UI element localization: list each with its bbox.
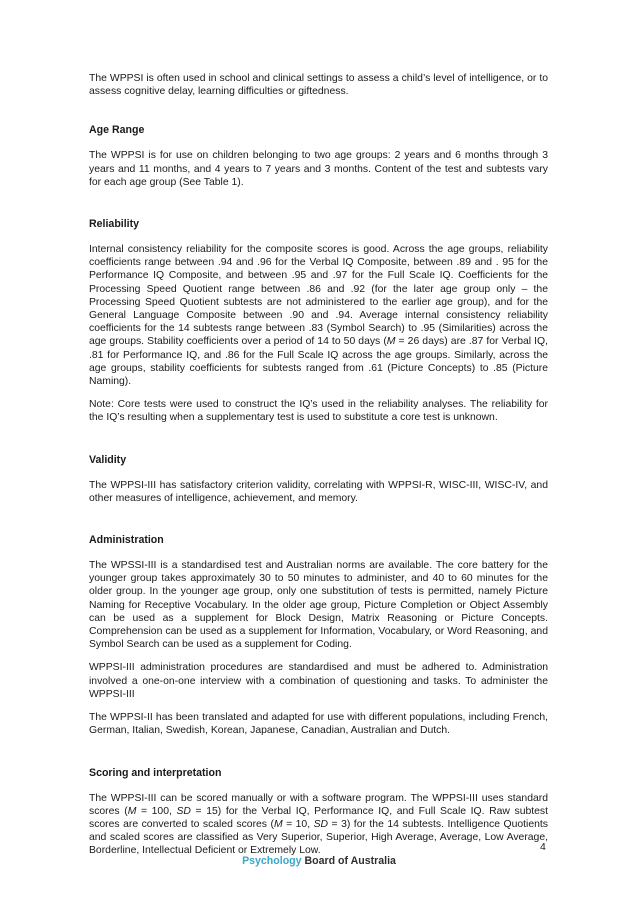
section-administration <box>89 534 548 737</box>
document-body <box>89 72 548 887</box>
reliability-text-b: = 26 days) are .87 for Verbal IQ, .81 for Performance IQ, and .86 for the Full Scale IQ across the age groups. Similarly, across the age groups, stability coefficients for subtests ranged from .61 (Picture Concepts) to .85 (Picture Naming). <box>89 336 548 388</box>
page-number: 4 <box>540 842 546 853</box>
footer-brand <box>0 855 638 867</box>
mean-symbol: M <box>273 818 283 830</box>
scoring-text-2: = 100, <box>136 805 177 817</box>
scoring-text-4: = 10, <box>282 818 314 830</box>
mean-symbol: M <box>386 336 396 348</box>
section-scoring <box>89 767 548 858</box>
section-reliability <box>89 218 548 425</box>
sd-symbol: SD <box>313 818 329 830</box>
scoring-text-5: = 3) for the 14 subtests. Intelligence Quotients and scaled scores are classified as Very Superior, Superior, High Average, Average, Low Average, Borderline, Intellectual Deficient or Extremely Low. <box>89 818 548 857</box>
validity-paragraph: The WPPSI-III has satisfactory criterion validity, correlating with WPPSI-R, WISC-III, WISC-IV, and other measures of intelligence, achievement, and memory. <box>89 479 548 504</box>
scoring-text-3: = 15) for the Verbal IQ, Performance IQ, and Full Scale IQ. Raw subtest scores are converted to scaled scores ( <box>89 805 549 830</box>
reliability-text-a: Internal consistency reliability for the composite scores is good. Across the age groups, reliability coefficients range between .94 and .96 for the Verbal IQ Composite, between .89 and . 95 for the Performance IQ Composite, and between .95 and .97 for the Full Scale IQ. Coefficients for the Processing Speed Quotient range between .86 and .92 (for the later age group only – the Processing Speed Quotient subtests are not administered to the earlier age group), and for the General Language Composite between .90 and .94. Average internal consistency reliability coefficients for the 14 subtests range between .83 (Symbol Search) to .95 (Similarities) across the age groups. Stability coefficients over a period of 14 to 50 days ( <box>89 244 548 348</box>
administration-paragraph-1: The WPSSI-III is a standardised test and Australian norms are available. The core battery for the younger group takes approximately 30 to 50 minutes to administer, and 40 to 60 minutes for the older group. In the younger age group, only one substitution of tests is permitted, namely Picture Naming for Receptive Vocabulary. In the older age group, Picture Completion or Object Assembly can be used as a supplement for Block Design, Matrix Reasoning or Picture Concepts. Comprehension can be used as a supplement for Information, Vocabulary, or Word Reasoning, and Symbol Search can be used as a supplement for Coding. <box>89 560 548 651</box>
section-age-range <box>89 124 548 189</box>
validity-heading: Validity <box>89 453 127 466</box>
scoring-heading: Scoring and interpretation <box>89 766 222 779</box>
mean-symbol: M <box>127 805 137 817</box>
administration-paragraph-3: The WPPSI-II has been translated and adapted for use with different populations, including French, German, Italian, Swedish, Korean, Japanese, Canadian, Australian and Dutch. <box>89 712 548 737</box>
scoring-paragraph <box>89 792 548 858</box>
age-range-heading: Age Range <box>89 124 145 137</box>
reliability-paragraph-2: Note: Core tests were used to construct the IQ’s used in the reliability analyses. The reliability for the IQ’s resulting when a supplementary test is used to substitute a core test is unknown. <box>89 399 548 424</box>
reliability-paragraph-1 <box>89 243 548 388</box>
brand-psychology: Psychology <box>242 855 302 867</box>
age-range-paragraph: The WPPSI is for use on children belonging to two age groups: 2 years and 6 months through 3 years and 11 months, and 4 years to 7 years and 3 months. Content of the test and subtests vary for each age group (See Table 1). <box>89 150 548 188</box>
brand-board: Board of Australia <box>301 855 396 867</box>
section-validity <box>89 454 548 505</box>
sd-symbol: SD <box>176 805 191 817</box>
reliability-heading: Reliability <box>89 218 140 231</box>
administration-paragraph-2: WPPSI-III administration procedures are standardised and must be adhered to. Administration involved a one-on-one interview with a combination of questioning and tasks. To administer the WPPSI-III <box>89 662 548 700</box>
scoring-text-1: The WPPSI-III can be scored manually or with a software program. The WPPSI-III uses standard scores ( <box>89 792 548 817</box>
intro-paragraph: The WPPSI is often used in school and clinical settings to assess a child’s level of intelligence, or to assess cognitive delay, learning difficulties or giftedness. <box>89 73 548 98</box>
administration-heading: Administration <box>89 534 164 547</box>
